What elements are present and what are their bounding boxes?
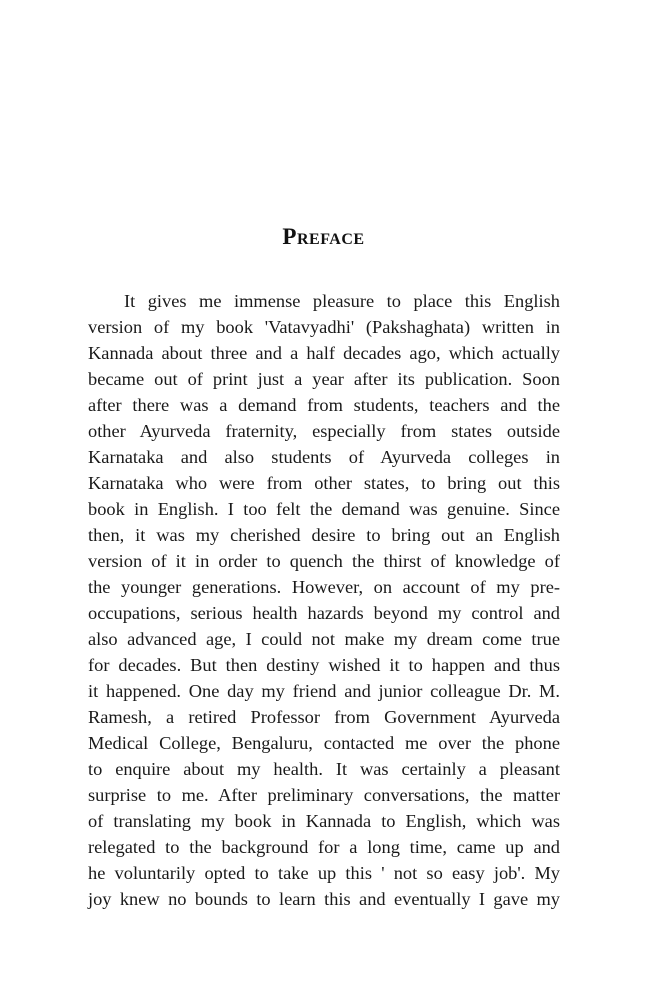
text-line: version of my book 'Vatavyadhi' (Pakshaghata) written in <box>88 317 560 337</box>
text-line: book in English. I too felt the demand was genuine. Since <box>88 499 560 519</box>
text-line: Ramesh, a retired Professor from Government Ayurveda <box>88 707 560 727</box>
text-line: It gives me immense pleasure to place this English <box>124 291 560 311</box>
text-line: version of it in order to quench the thirst of knowledge of <box>88 551 560 571</box>
preface-paragraph <box>88 288 560 912</box>
text-line: occupations, serious health hazards beyond my control and <box>88 603 560 623</box>
text-line: it happened. One day my friend and junior colleague Dr. M. <box>88 681 560 701</box>
text-line: also advanced age, I could not make my dream come true <box>88 629 560 649</box>
page-title: Preface <box>282 224 365 249</box>
text-line: became out of print just a year after its publication. Soon <box>88 369 560 389</box>
text-line: surprise to me. After preliminary conversations, the matter <box>88 785 560 805</box>
text-line: to enquire about my health. It was certainly a pleasant <box>88 759 560 779</box>
text-line: of translating my book in Kannada to English, which was <box>88 811 560 831</box>
text-line: the younger generations. However, on account of my pre- <box>88 577 560 597</box>
text-line: then, it was my cherished desire to bring out an English <box>88 525 560 545</box>
text-line: Karnataka who were from other states, to bring out this <box>88 473 560 493</box>
text-line: he voluntarily opted to take up this ' not so easy job'. My <box>88 863 560 883</box>
text-line: other Ayurveda fraternity, especially from states outside <box>88 421 560 441</box>
text-line: after there was a demand from students, teachers and the <box>88 395 560 415</box>
text-line: joy knew no bounds to learn this and eventually I gave my <box>88 889 560 909</box>
text-line: Medical College, Bengaluru, contacted me over the phone <box>88 733 560 753</box>
text-line: Karnataka and also students of Ayurveda colleges in <box>88 447 560 467</box>
text-line: relegated to the background for a long time, came up and <box>88 837 560 857</box>
text-line: Kannada about three and a half decades ago, which actually <box>88 343 560 363</box>
text-line: for decades. But then destiny wished it to happen and thus <box>88 655 560 675</box>
